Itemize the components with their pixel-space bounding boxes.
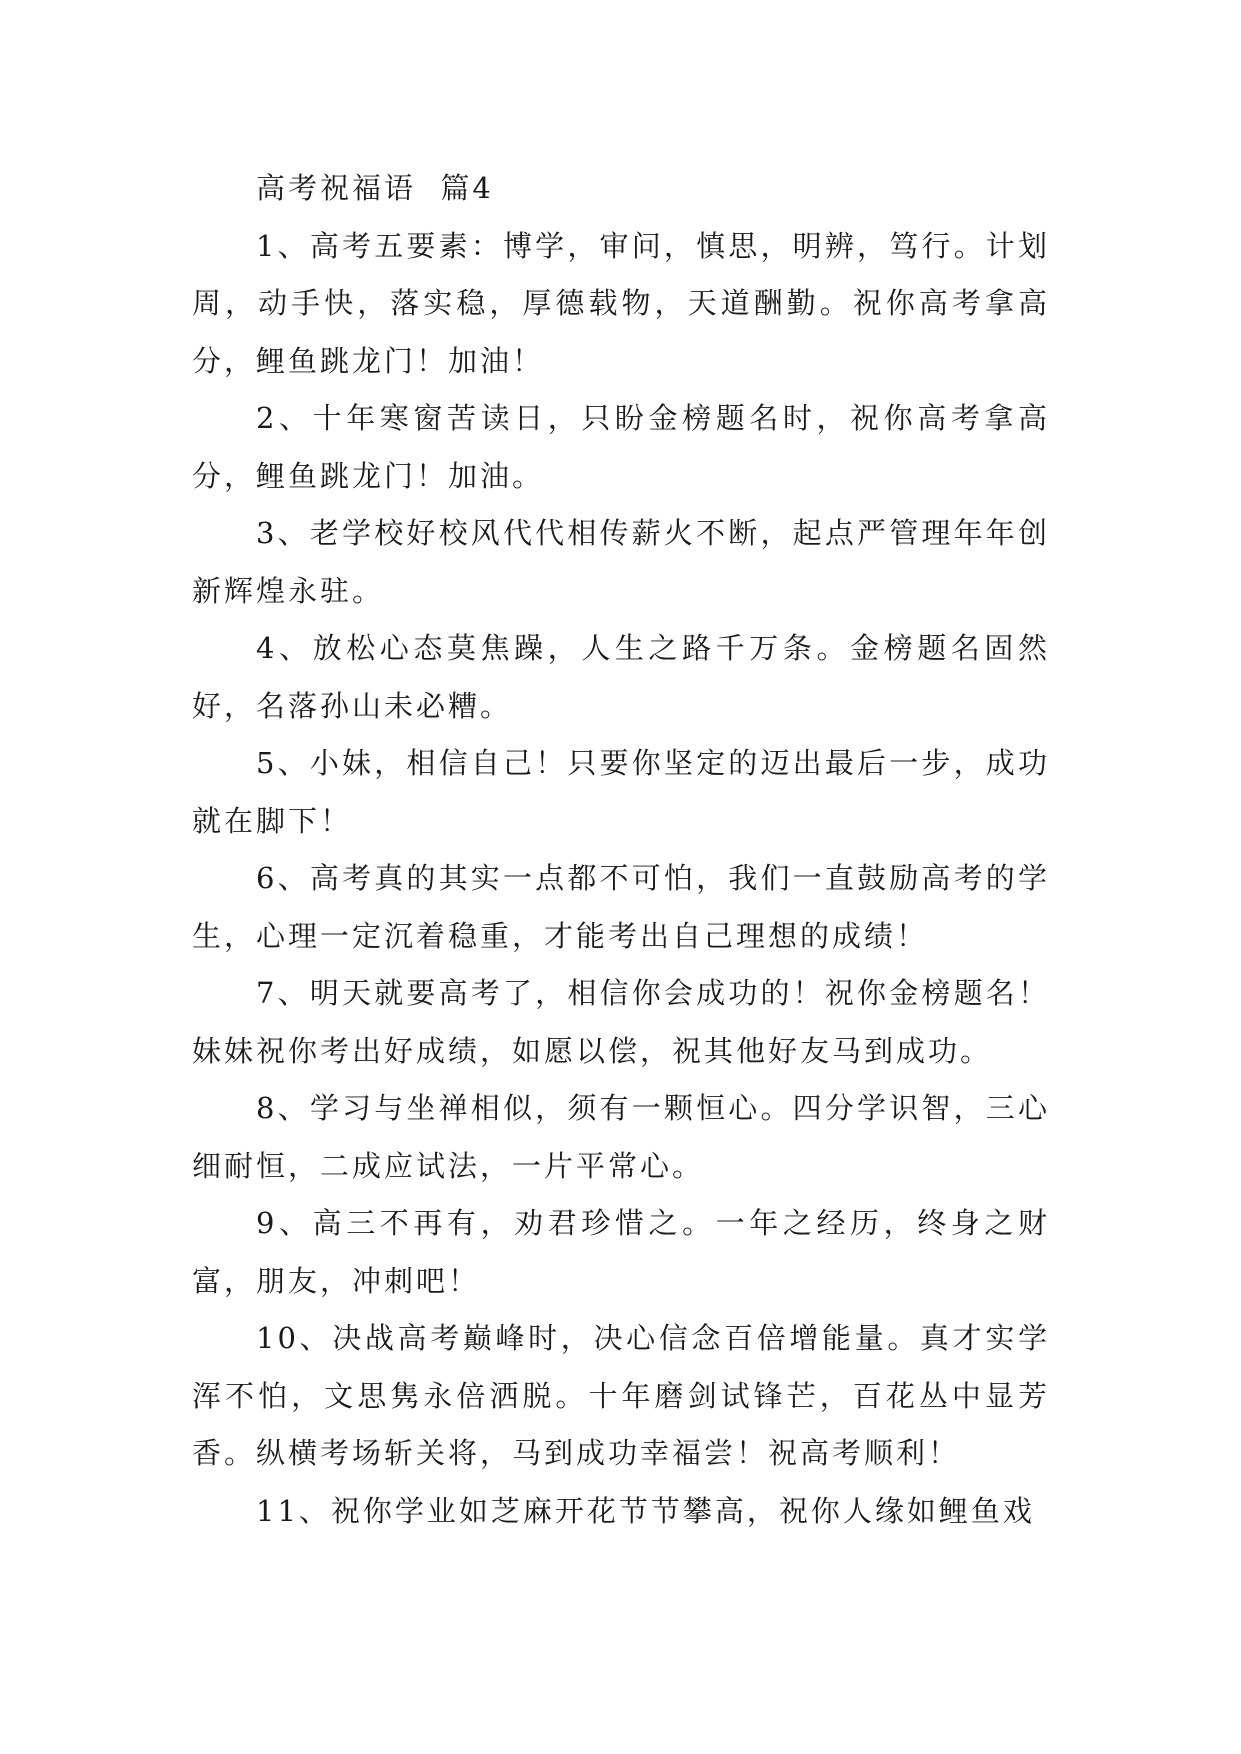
paragraph-2: 2、十年寒窗苦读日，只盼金榜题名时，祝你高考拿高分，鲤鱼跳龙门！加油。 (192, 401, 1050, 493)
paragraph-8: 8、学习与坐禅相似，须有一颗恒心。四分学识智，三心细耐恒，二成应试法，一片平常心。 (192, 1091, 1050, 1183)
paragraph-11: 11、祝你学业如芝麻开花节节攀高，祝你人缘如鲤鱼戏 (256, 1493, 1035, 1528)
paragraph-10: 10、决战高考巅峰时，决心信念百倍增能量。真才实学浑不怕，文思隽永倍洒脱。十年磨剑试锋芒，百花丛中显芳香。纵横考场斩关将，马到成功幸福尝！祝高考顺利！ (192, 1321, 1050, 1470)
paragraph-3: 3、老学校好校风代代相传薪火不断，起点严管理年年创新辉煌永驻。 (192, 516, 1050, 608)
document-body (192, 160, 1050, 1540)
paragraph-4: 4、放松心态莫焦躁，人生之路千万条。金榜题名固然好，名落孙山未必糟。 (192, 631, 1050, 723)
paragraph-9: 9、高三不再有，劝君珍惜之。一年之经历，终身之财富，朋友，冲刺吧！ (192, 1206, 1050, 1298)
paragraph-6: 6、高考真的其实一点都不可怕，我们一直鼓励高考的学生，心理一定沉着稳重，才能考出自己理想的成绩！ (192, 861, 1050, 953)
paragraph-7: 7、明天就要高考了，相信你会成功的！祝你金榜题名！妹妹祝你考出好成绩，如愿以偿，祝其他好友马到成功。 (192, 976, 1050, 1068)
paragraph-5: 5、小妹，相信自己！只要你坚定的迈出最后一步，成功就在脚下！ (192, 746, 1050, 838)
paragraph-1: 1、高考五要素：博学，审问，慎思，明辨，笃行。计划周，动手快，落实稳，厚德载物，天道酬勤。祝你高考拿高分，鲤鱼跳龙门！加油！ (192, 228, 1050, 378)
document-title: 高考祝福语 篇4 (256, 171, 494, 205)
